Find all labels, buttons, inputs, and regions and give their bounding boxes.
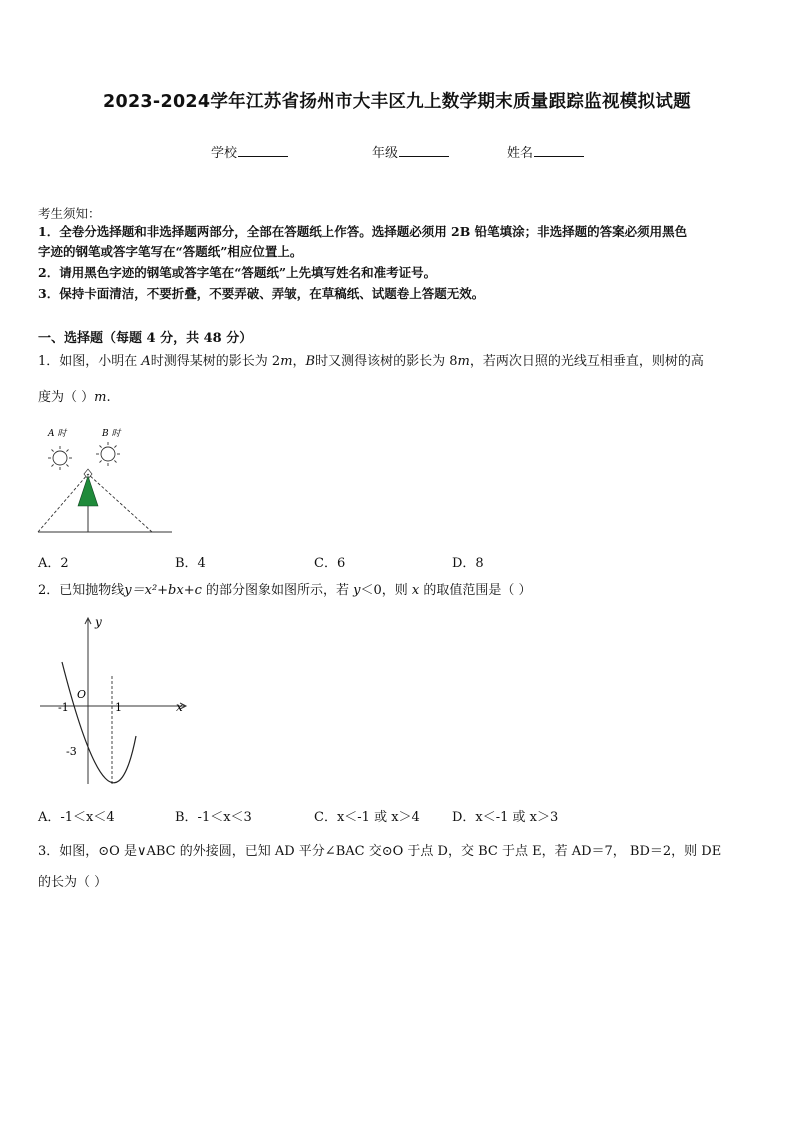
school-label: 学校 [211,146,238,161]
question-2: 2．已知抛物线y＝x²+bx+c 的部分图象如图所示，若 y＜0，则 x 的取值范围是（ ） [38,583,532,598]
question-3-line-1: 3．如图，⊙O 是∨ABC 的外接圆，已知 AD 平分∠BAC 交⊙O 于点 D，交 BC 于点 E，若 AD＝7， BD＝2，则 DE [38,844,722,859]
question-3-line-2: 的长为（ ） [38,875,108,890]
grade-blank [399,144,449,157]
y-axis-label: y [95,615,102,629]
notice-heading: 考生须知： [38,206,101,221]
question-1 [38,351,756,409]
notice-item-1-line-1: 1．全卷分选择题和非选择题两部分，全部在答题纸上作答。选择题必须用 2B 铅笔填涂；非选择题的答案必须用黑色 [38,224,688,239]
question-3 [38,841,756,894]
q1-option-d[interactable]: D．8 [452,556,484,571]
tick-label-neg3: -3 [66,745,77,758]
grade-field [372,142,449,161]
q1-option-b[interactable]: B．4 [175,556,206,571]
q2-option-c[interactable]: C．x＜-1 或 x＞4 [314,810,420,825]
figure-label-b: B 时 [102,429,121,439]
notice-item-2: 2．请用黑色字迹的钢笔或答字笔在“答题纸”上先填写姓名和准考证号。 [38,265,437,280]
q2-option-b[interactable]: B．-1＜x＜3 [175,810,252,825]
parabola-figure [36,610,196,790]
sun-ray-b [88,474,152,532]
notice-item-1 [38,222,756,262]
name-label: 姓名 [507,146,534,161]
tick-label-1: 1 [115,701,122,714]
question-1-line-1: 1．如图，小明在 A时测得某树的影长为 2m，B时又测得该树的影长为 8m，若两次日照的光线互相垂直，则树的高 [38,354,704,369]
school-field [211,142,288,161]
notice-item-1-line-2: 字迹的钢笔或答字笔写在“答题纸”相应位置上。 [38,244,303,259]
origin-label: O [77,688,87,701]
q2-option-a[interactable]: A．-1＜x＜4 [38,810,115,825]
name-field [507,142,584,161]
x-axis-label: x [176,700,183,714]
notice-item-3: 3．保持卡面清洁，不要折叠，不要弄破、弄皱，在草稿纸、试题卷上答题无效。 [38,286,485,301]
figure-label-a: A 时 [48,429,67,439]
name-blank [534,144,584,157]
parabola-curve [62,662,136,783]
q1-option-c[interactable]: C．6 [314,556,346,571]
tree-shadow-figure [36,424,176,536]
question-1-line-2: 度为（ ）m. [38,390,111,405]
page-title: 2023-2024学年江苏省扬州市大丰区九上数学期末质量跟踪监视模拟试题 [103,92,691,112]
grade-label: 年级 [372,146,399,161]
sun-b-icon [96,442,120,466]
school-blank [238,144,288,157]
q2-option-d[interactable]: D．x＜-1 或 x＞3 [452,810,559,825]
section-heading: 一、选择题（每题 4 分，共 48 分） [38,331,253,346]
q1-option-a[interactable]: A．2 [38,556,69,571]
sun-a-icon [48,446,72,470]
tick-label-neg1: -1 [58,701,69,714]
